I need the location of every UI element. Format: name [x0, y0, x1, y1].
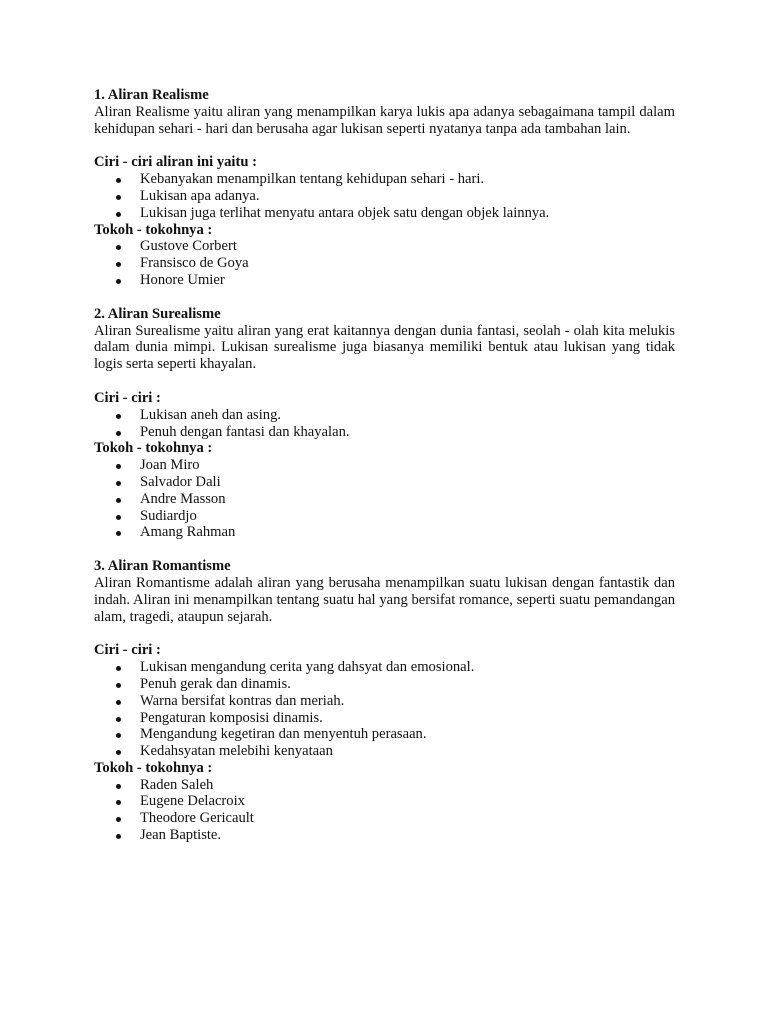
section-heading: 3. Aliran Romantisme — [94, 558, 231, 575]
list-item: Theodore Gericault — [94, 810, 675, 827]
list-item: Fransisco de Goya — [94, 255, 675, 272]
bullet-icon — [116, 178, 121, 183]
bullet-icon — [116, 515, 121, 520]
section-paragraph: Aliran Romantisme adalah aliran yang berusaha menampilkan suatu lukisan dengan fantastik dan indah. Aliran ini menampilkan tentang suatu hal yang bersifat romance, seperti suatu pemandangan alam, tragedi, ataupun sejarah. — [94, 574, 675, 625]
section-heading: 1. Aliran Realisme — [94, 87, 209, 103]
document-page — [94, 87, 675, 844]
list-item: Kedahsyatan melebihi kenyataan — [94, 743, 675, 760]
list-item: Andre Masson — [94, 491, 675, 508]
tokoh-list — [94, 777, 675, 844]
bullet-icon — [116, 279, 121, 284]
tokoh-list — [94, 457, 675, 541]
bullet-icon — [116, 414, 121, 419]
bullet-icon — [116, 683, 121, 688]
bullet-icon — [116, 800, 121, 805]
list-item: Jean Baptiste. — [94, 827, 675, 844]
bullet-icon — [116, 700, 121, 705]
bullet-icon — [116, 262, 121, 267]
section-realisme — [94, 87, 675, 289]
bullet-icon — [116, 481, 121, 486]
list-item: Joan Miro — [94, 457, 675, 474]
bullet-icon — [116, 817, 121, 822]
list-item: Pengaturan komposisi dinamis. — [94, 710, 675, 727]
section-heading: 2. Aliran Surealisme — [94, 305, 221, 322]
bullet-icon — [116, 531, 121, 536]
ciri-list — [94, 407, 675, 441]
section-paragraph: Aliran Realisme yaitu aliran yang menampilkan karya lukis apa adanya sebagaimana tampil dalam kehidupan sehari - hari dan berusaha agar lukisan seperti nyatanya tanpa ada tambahan lain. — [94, 103, 675, 137]
ciri-list — [94, 659, 675, 760]
bullet-icon — [116, 212, 121, 217]
list-item: Penuh gerak dan dinamis. — [94, 676, 675, 693]
list-item: Warna bersifat kontras dan meriah. — [94, 693, 675, 710]
bullet-icon — [116, 245, 121, 250]
section-romantisme — [94, 558, 675, 844]
list-item: Lukisan apa adanya. — [94, 188, 675, 205]
ciri-list — [94, 171, 675, 221]
list-item: Sudiardjo — [94, 508, 675, 525]
list-item: Mengandung kegetiran dan menyentuh perasaan. — [94, 726, 675, 743]
list-item: Amang Rahman — [94, 524, 675, 541]
bullet-icon — [116, 431, 121, 436]
bullet-icon — [116, 666, 121, 671]
list-item: Lukisan aneh dan asing. — [94, 407, 675, 424]
section-surealisme — [94, 306, 675, 541]
tokoh-heading: Tokoh - tokohnya : — [94, 440, 213, 457]
list-item: Raden Saleh — [94, 777, 675, 794]
tokoh-heading: Tokoh - tokohnya : — [94, 759, 213, 776]
list-item: Honore Umier — [94, 272, 675, 289]
bullet-icon — [116, 498, 121, 503]
bullet-icon — [116, 784, 121, 789]
bullet-icon — [116, 834, 121, 839]
bullet-icon — [116, 464, 121, 469]
bullet-icon — [116, 733, 121, 738]
tokoh-heading: Tokoh - tokohnya : — [94, 221, 213, 238]
list-item: Lukisan mengandung cerita yang dahsyat dan emosional. — [94, 659, 675, 676]
tokoh-list — [94, 238, 675, 288]
list-item: Salvador Dali — [94, 474, 675, 491]
list-item: Eugene Delacroix — [94, 793, 675, 810]
bullet-icon — [116, 717, 121, 722]
list-item: Gustove Corbert — [94, 238, 675, 255]
list-item: Penuh dengan fantasi dan khayalan. — [94, 424, 675, 441]
list-item: Lukisan juga terlihat menyatu antara objek satu dengan objek lainnya. — [94, 205, 675, 222]
list-item: Kebanyakan menampilkan tentang kehidupan sehari - hari. — [94, 171, 675, 188]
ciri-heading: Ciri - ciri : — [94, 642, 161, 659]
bullet-icon — [116, 750, 121, 755]
bullet-icon — [116, 195, 121, 200]
ciri-heading: Ciri - ciri aliran ini yaitu : — [94, 154, 257, 171]
ciri-heading: Ciri - ciri : — [94, 389, 161, 406]
section-paragraph: Aliran Surealisme yaitu aliran yang erat kaitannya dengan dunia fantasi, seolah - olah kita melukis dalam dunia mimpi. Lukisan surealisme juga biasanya memiliki bentuk atau lukisan yang tidak logis serta seperti khayalan. — [94, 322, 675, 373]
